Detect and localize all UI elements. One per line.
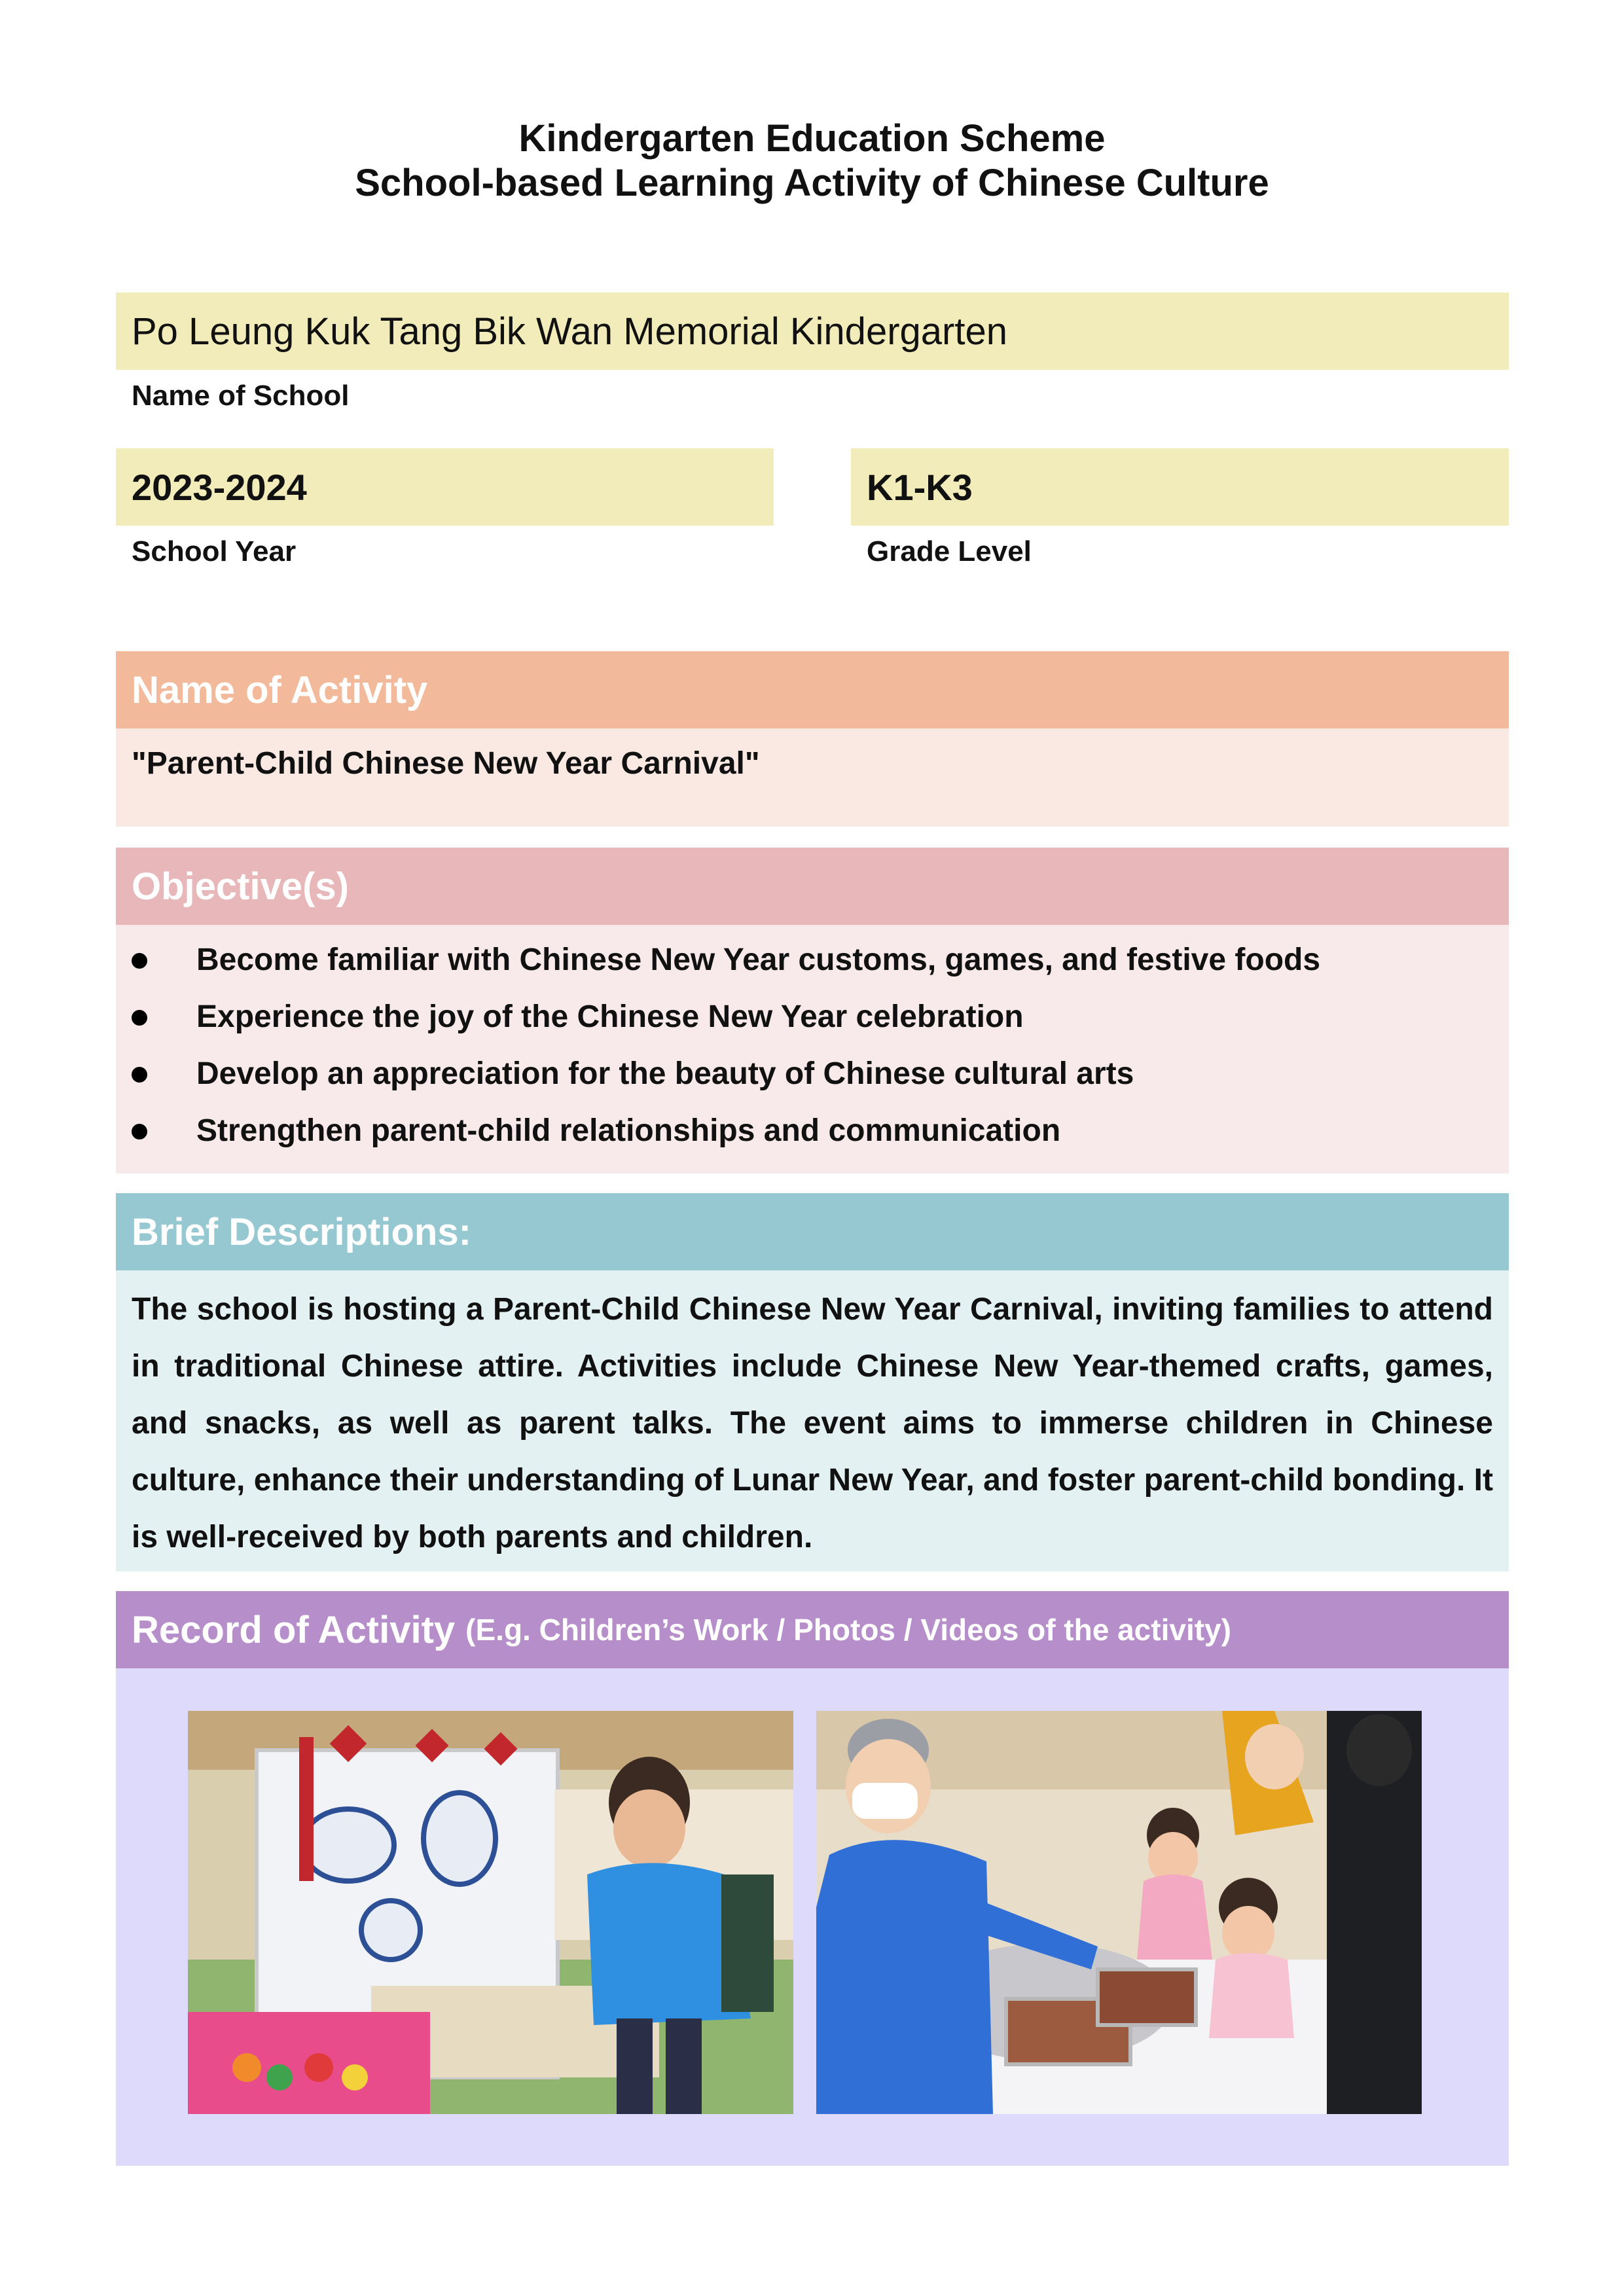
bullet-icon	[132, 1124, 147, 1139]
objectives-heading: Objective(s)	[132, 865, 349, 908]
activity-photo-snacks	[816, 1711, 1422, 2114]
school-year-caption: School Year	[132, 535, 297, 567]
description-body	[116, 1270, 1509, 1571]
snacks-photo-image	[816, 1711, 1422, 2114]
objective-item	[116, 1102, 1509, 1159]
objective-text: Experience the joy of the Chinese New Year celebration	[196, 999, 1024, 1034]
objectives-list	[116, 931, 1509, 1159]
record-heading-bar	[116, 1591, 1509, 1668]
activity-name: "Parent-Child Chinese New Year Carnival"	[132, 746, 760, 781]
school-name: Po Leung Kuk Tang Bik Wan Memorial Kindergarten	[132, 310, 1007, 353]
record-subheading: (E.g. Children’s Work / Photos / Videos of the activity)	[465, 1613, 1231, 1647]
objectives-body	[116, 925, 1509, 1174]
objective-text: Become familiar with Chinese New Year customs, games, and festive foods	[196, 942, 1321, 977]
bullet-icon	[132, 1010, 147, 1026]
objective-item	[116, 931, 1509, 988]
grade-level-caption: Grade Level	[867, 535, 1032, 567]
activity-body	[116, 728, 1509, 827]
description-text: The school is hosting a Parent-Child Chinese New Year Carnival, inviting families to attend in traditional Chinese attire. Activities include Chinese New Year-themed crafts, games, and snacks, as well as parent talks. The event aims to immerse children in Chinese culture, enhance their understanding of Lunar New Year, and foster parent-child bonding. It is well-received by both parents and children.	[132, 1292, 1493, 1554]
grade-level-box	[851, 448, 1509, 526]
record-heading: Record of Activity	[132, 1608, 456, 1651]
school-year-box	[116, 448, 774, 526]
school-name-caption: Name of School	[132, 380, 350, 412]
bullet-icon	[132, 1067, 147, 1083]
school-name-box	[116, 293, 1509, 370]
objective-text: Develop an appreciation for the beauty of Chinese cultural arts	[196, 1056, 1134, 1091]
activity-photo-crafts	[188, 1711, 793, 2114]
activity-heading: Name of Activity	[132, 668, 428, 711]
grade-level-value: K1-K3	[867, 466, 973, 508]
school-year-value: 2023-2024	[132, 466, 307, 508]
objective-text: Strengthen parent-child relationships and communication	[196, 1113, 1061, 1148]
title-line-1: Kindergarten Education Scheme	[518, 117, 1106, 160]
bullet-icon	[132, 953, 147, 969]
objective-item	[116, 1045, 1509, 1102]
crafts-photo-image	[188, 1711, 793, 2114]
objective-item	[116, 988, 1509, 1045]
objectives-heading-bar	[116, 848, 1509, 925]
description-heading: Brief Descriptions:	[132, 1210, 471, 1253]
page-title	[0, 117, 1624, 206]
description-heading-bar	[116, 1193, 1509, 1270]
activity-heading-bar	[116, 651, 1509, 728]
title-line-2: School-based Learning Activity of Chinese Culture	[355, 162, 1269, 204]
